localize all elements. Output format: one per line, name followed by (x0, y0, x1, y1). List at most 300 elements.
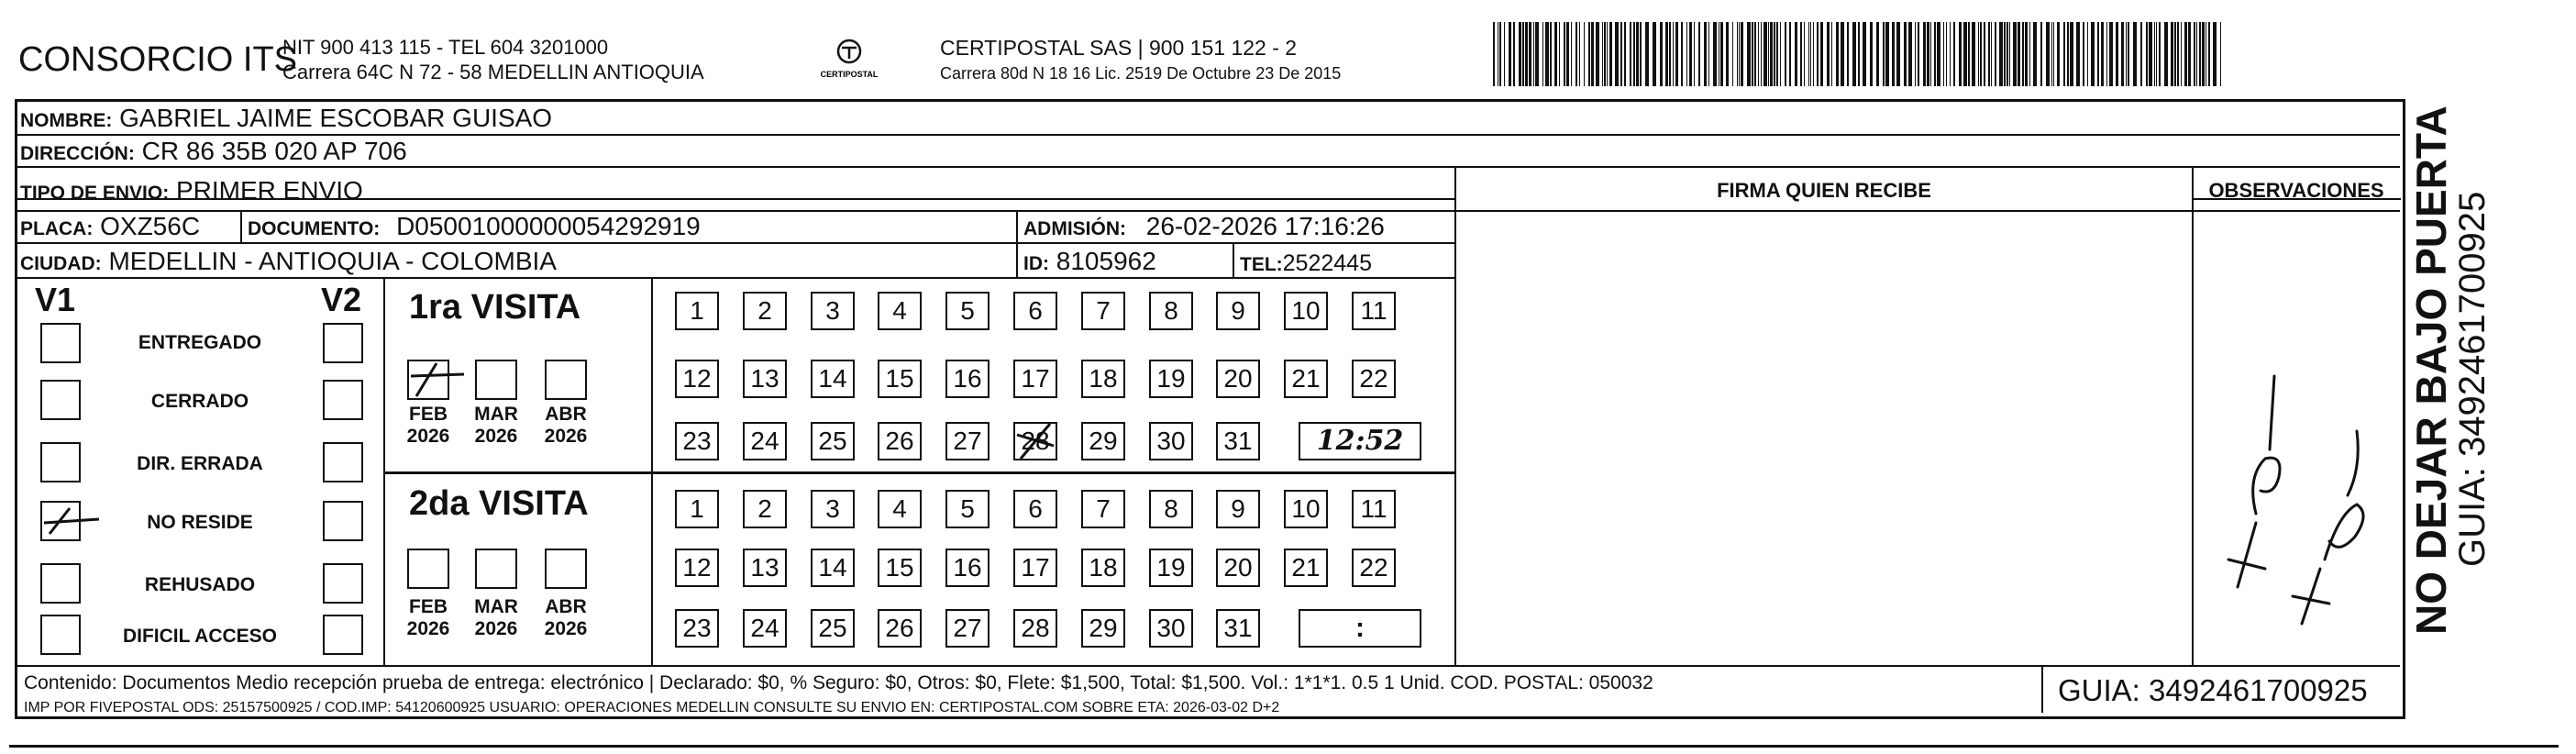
barcode-bar (1785, 22, 1786, 86)
barcode-bar (1689, 22, 1692, 86)
documento-row (248, 213, 701, 243)
barcode-bar (2181, 22, 2182, 86)
day-box[interactable]: 30 (1149, 422, 1193, 460)
row-divider (383, 471, 1454, 474)
barcode-bar (1953, 22, 1955, 86)
footer-guia: GUIA: 3492461700925 (2058, 673, 2368, 707)
barcode-bar (1978, 22, 1979, 86)
day-box[interactable]: 8 (1149, 292, 1193, 330)
day-box[interactable]: 27 (945, 609, 989, 648)
tipo-value: PRIMER ENVIO (175, 176, 363, 205)
barcode-bar (2051, 22, 2052, 86)
footer-contents: Contenido: Documentos Medio recepción prueba de entrega: electrónico | Declarado: $0, % Seguro: $0, Otros: $0, Flete: $1,500, Total: $1,500. Vol.: 1*1*1. 0.5 1 Unid. COD. POSTAL: 050032 (24, 672, 1653, 693)
day-box[interactable]: 2 (743, 292, 787, 330)
day-box[interactable]: 25 (811, 422, 855, 460)
barcode-bar (2213, 22, 2217, 86)
barcode-bar (1908, 22, 1912, 86)
barcode-bar (2184, 22, 2187, 86)
barcode-bar (1545, 22, 1549, 86)
barcode-bar (1708, 22, 1709, 86)
barcode-bar (1831, 22, 1832, 86)
barcode-bar (1529, 22, 1531, 86)
barcode-bar (1698, 22, 1700, 86)
barcode-bar (2199, 22, 2201, 86)
barcode-bar (2083, 22, 2084, 86)
barcode-bar (1968, 22, 1970, 86)
day-box[interactable]: 6 (1013, 490, 1057, 528)
day-box[interactable]: 8 (1149, 490, 1193, 528)
barcode-bar (2116, 22, 2118, 86)
admision-value: 26-02-2026 17:16:26 (1145, 212, 1385, 240)
day-box[interactable]: 12 (675, 360, 719, 398)
col-divider (240, 210, 242, 243)
status-label: CERRADO (150, 391, 249, 412)
barcode-bar (1763, 22, 1767, 86)
barcode-bar (2106, 22, 2107, 86)
barcode-bar (1665, 22, 1668, 86)
barcode-bar (1923, 22, 1926, 86)
barcode-bar (2126, 22, 2127, 86)
col-divider (2041, 665, 2043, 713)
barcode-bar (2202, 22, 2205, 86)
v1-checkbox[interactable] (40, 615, 81, 655)
ciudad-label: CIUDAD: (20, 253, 102, 274)
day-box[interactable]: 13 (743, 549, 787, 587)
day-box[interactable]: 4 (878, 490, 922, 528)
barcode-bar (1789, 22, 1791, 86)
barcode-bar (2174, 22, 2176, 86)
barcode-bar (1493, 22, 1495, 86)
day-box[interactable]: 22 (1352, 360, 1396, 398)
barcode-bar (1768, 22, 1769, 86)
day-box[interactable]: 21 (1284, 549, 1328, 587)
barcode-bar (1937, 22, 1940, 86)
barcode-bar (1934, 22, 1936, 86)
barcode-bar (1836, 22, 1839, 86)
barcode-bar (2029, 22, 2030, 86)
barcode (1493, 22, 2222, 86)
status-label: NO RESIDE (147, 512, 253, 533)
month-label (401, 596, 456, 640)
month-name: FEB (409, 596, 448, 617)
barcode-bar (1817, 22, 1819, 86)
status-label: DIFICIL ACCESO (122, 626, 277, 647)
day-box[interactable]: 3 (811, 490, 855, 528)
barcode-bar (2013, 22, 2017, 86)
barcode-bar (2063, 22, 2065, 86)
barcode-bar (2164, 22, 2168, 86)
page-bottom-line (9, 745, 2559, 748)
month-checkbox[interactable] (545, 360, 587, 400)
address-line: Carrera 64C N 72 - 58 MEDELLIN ANTIOQUIA (282, 61, 704, 83)
barcode-bar (1915, 22, 1916, 86)
barcode-bar (1522, 22, 1524, 86)
barcode-bar (1852, 22, 1856, 86)
ciudad-value: MEDELLIN - ANTIOQUIA - COLOMBIA (108, 247, 557, 275)
side-guia: GUIA: 3492461700925 (2452, 191, 2493, 567)
barcode-bar (1660, 22, 1663, 86)
barcode-bar (1918, 22, 1919, 86)
barcode-bar (1963, 22, 1967, 86)
day-box[interactable]: 28 (1013, 422, 1057, 460)
barcode-bar (1602, 22, 1603, 86)
barcode-bar (1841, 22, 1844, 86)
barcode-bar (1741, 22, 1743, 86)
day-box[interactable]: 17 (1013, 549, 1057, 587)
visit2-title: 2da VISITA (409, 484, 589, 523)
cert-line2: Carrera 80d N 18 16 Lic. 2519 De Octubre 23 De 2015 (940, 64, 1342, 83)
barcode-bar (1847, 22, 1849, 86)
barcode-bar (1720, 22, 1723, 86)
barcode-bar (1575, 22, 1577, 86)
time-box[interactable]: : (1299, 609, 1421, 648)
barcode-bar (1732, 22, 1733, 86)
barcode-bar (2091, 22, 2095, 86)
barcode-bar (1596, 22, 1599, 86)
barcode-bar (1504, 22, 1505, 86)
barcode-bar (2194, 22, 2195, 86)
barcode-bar (1694, 22, 1695, 86)
barcode-bar (1904, 22, 1907, 86)
barcode-bar (2057, 22, 2060, 86)
month-label (538, 596, 593, 640)
day-box[interactable]: 13 (743, 360, 787, 398)
barcode-bar (1776, 22, 1778, 86)
barcode-bar (1609, 22, 1612, 86)
barcode-bar (2053, 22, 2054, 86)
day-box[interactable]: 20 (1216, 549, 1260, 587)
barcode-bar (1810, 22, 1811, 86)
company-name: CONSORCIO ITS (18, 40, 298, 79)
barcode-bar (2004, 22, 2006, 86)
barcode-bar (2070, 22, 2073, 86)
day-box[interactable]: 28 (1013, 609, 1057, 648)
v2-checkbox[interactable] (323, 563, 363, 604)
barcode-bar (2040, 22, 2042, 86)
barcode-bar (1620, 22, 1622, 86)
barcode-bar (1984, 22, 1985, 86)
footer-imp: IMP POR FIVEPOSTAL ODS: 25157500925 / COD.IMP: 54120600925 USUARIO: OPERACIONES MEDELLIN CONSULTE SU ENVIO EN: CERTIPOSTAL.COM SOBRE ETA: 2026-03-02 D+2 (24, 700, 1280, 715)
day-box[interactable]: 10 (1284, 490, 1328, 528)
day-box[interactable]: 24 (743, 422, 787, 460)
month-name: ABR (545, 596, 587, 617)
barcode-bar (1813, 22, 1814, 86)
barcode-bar (2208, 22, 2210, 86)
barcode-bar (1645, 22, 1649, 86)
day-box[interactable]: 1 (675, 292, 719, 330)
day-box[interactable]: 23 (675, 609, 719, 648)
company-info (282, 35, 704, 84)
day-box[interactable]: 2 (743, 490, 787, 528)
month-checkbox[interactable] (475, 549, 517, 589)
tipo-row (20, 177, 363, 207)
day-box[interactable]: 4 (878, 292, 922, 330)
day-box[interactable]: 1 (675, 490, 719, 528)
id-label: ID: (1023, 253, 1049, 274)
barcode-bar (1726, 22, 1729, 86)
barcode-bar (1550, 22, 1552, 86)
nombre-value: GABRIEL JAIME ESCOBAR GUISAO (119, 104, 553, 132)
barcode-bar (2188, 22, 2191, 86)
day-box[interactable]: 21 (1284, 360, 1328, 398)
col-divider (651, 277, 653, 665)
v1-header: V1 (35, 281, 76, 318)
day-box[interactable]: 7 (1081, 490, 1125, 528)
day-box[interactable]: 22 (1352, 549, 1396, 587)
v1-checkbox[interactable] (40, 323, 81, 363)
month-label (469, 404, 524, 448)
barcode-bar (1995, 22, 1996, 86)
day-box[interactable]: 9 (1216, 490, 1260, 528)
tel-value: 2522445 (1282, 250, 1372, 276)
day-box[interactable]: 10 (1284, 292, 1328, 330)
day-box[interactable]: 19 (1149, 360, 1193, 398)
barcode-bar (2046, 22, 2050, 86)
v1-checkbox[interactable] (40, 501, 81, 541)
month-checkbox[interactable] (407, 549, 449, 589)
day-box[interactable]: 31 (1216, 609, 1260, 648)
barcode-bar (1883, 22, 1885, 86)
barcode-bar (1519, 22, 1521, 86)
barcode-bar (1943, 22, 1944, 86)
barcode-bar (2156, 22, 2157, 86)
cert-line1: CERTIPOSTAL SAS | 900 151 122 - 2 (940, 36, 1298, 60)
day-box[interactable]: 23 (675, 422, 719, 460)
barcode-bar (2022, 22, 2024, 86)
barcode-bar (1509, 22, 1511, 86)
v2-checkbox[interactable] (323, 442, 363, 482)
barcode-bar (1988, 22, 1990, 86)
direccion-row (20, 138, 407, 168)
status-label: ENTREGADO (138, 332, 262, 353)
barcode-bar (1754, 22, 1756, 86)
day-box[interactable]: 14 (811, 360, 855, 398)
barcode-bar (2097, 22, 2099, 86)
nombre-row (20, 105, 552, 135)
handwritten-note (2201, 294, 2394, 660)
barcode-bar (2149, 22, 2152, 86)
col-divider (1454, 166, 1456, 665)
barcode-bar (2159, 22, 2161, 86)
barcode-bar (1633, 22, 1635, 86)
barcode-bar (1630, 22, 1631, 86)
certipostal-info (940, 35, 1341, 86)
v1-checkbox[interactable] (40, 563, 81, 604)
day-box[interactable]: 12 (675, 549, 719, 587)
barcode-bar (1758, 22, 1759, 86)
placa-row (20, 213, 200, 243)
barcode-bar (2146, 22, 2148, 86)
day-box[interactable]: 24 (743, 609, 787, 648)
visit1-title: 1ra VISITA (409, 288, 581, 327)
documento-label: DOCUMENTO: (248, 218, 381, 239)
v1-checkbox[interactable] (40, 380, 81, 420)
month-checkbox[interactable] (475, 360, 517, 400)
barcode-bar (2007, 22, 2008, 86)
day-box[interactable]: 30 (1149, 609, 1193, 648)
barcode-bar (2018, 22, 2020, 86)
barcode-bar (1542, 22, 1543, 86)
barcode-bar (1686, 22, 1687, 86)
v2-checkbox[interactable] (323, 380, 363, 420)
barcode-bar (2154, 22, 2155, 86)
day-box[interactable]: 7 (1081, 292, 1125, 330)
barcode-bar (1870, 22, 1873, 86)
barcode-bar (2133, 22, 2137, 86)
barcode-bar (2067, 22, 2069, 86)
day-box[interactable]: 5 (945, 490, 989, 528)
month-year: 2026 (544, 426, 588, 447)
barcode-bar (1827, 22, 1830, 86)
day-box[interactable]: 11 (1352, 490, 1396, 528)
month-name: MAR (474, 596, 518, 617)
barcode-bar (1774, 22, 1775, 86)
day-box[interactable]: 15 (878, 360, 922, 398)
v2-checkbox[interactable] (323, 323, 363, 363)
day-box[interactable]: 26 (878, 422, 922, 460)
barcode-bar (2025, 22, 2028, 86)
barcode-bar (1885, 22, 1889, 86)
barcode-bar (1804, 22, 1805, 86)
barcode-bar (1946, 22, 1947, 86)
month-name: MAR (474, 404, 518, 425)
month-name: FEB (409, 404, 448, 425)
barcode-bar (1713, 22, 1717, 86)
barcode-bar (1525, 22, 1528, 86)
barcode-bar (1554, 22, 1557, 86)
barcode-bar (2033, 22, 2037, 86)
observaciones-header: OBSERVACIONES (2208, 179, 2384, 202)
month-checkbox[interactable] (407, 360, 449, 400)
month-checkbox[interactable] (545, 549, 587, 589)
day-box[interactable]: 29 (1081, 609, 1125, 648)
barcode-bar (1795, 22, 1797, 86)
month-label (469, 596, 524, 640)
day-box[interactable]: 16 (945, 549, 989, 587)
day-box[interactable]: 16 (945, 360, 989, 398)
barcode-bar (1681, 22, 1683, 86)
day-box[interactable]: 26 (878, 609, 922, 648)
barcode-bar (1636, 22, 1639, 86)
barcode-bar (2109, 22, 2113, 86)
barcode-bar (2087, 22, 2088, 86)
day-box[interactable]: 18 (1081, 360, 1125, 398)
barcode-bar (1591, 22, 1594, 86)
no-dejar-warning: NO DEJAR BAJO PUERTA (2407, 105, 2455, 635)
day-box[interactable]: 18 (1081, 549, 1125, 587)
barcode-bar (1607, 22, 1608, 86)
barcode-bar (1980, 22, 1982, 86)
barcode-bar (1584, 22, 1585, 86)
col-divider (1233, 242, 1234, 277)
barcode-bar (1999, 22, 2003, 86)
barcode-bar (1640, 22, 1642, 86)
day-box[interactable]: 15 (878, 549, 922, 587)
admision-label: ADMISIÓN: (1023, 218, 1126, 239)
id-value: 8105962 (1056, 247, 1156, 275)
month-name: ABR (545, 404, 587, 425)
day-box[interactable]: 25 (811, 609, 855, 648)
month-year: 2026 (474, 618, 518, 639)
day-box[interactable]: 31 (1216, 422, 1260, 460)
barcode-bar (2121, 22, 2124, 86)
tel-row (1240, 249, 1372, 279)
day-box[interactable]: 17 (1013, 360, 1057, 398)
barcode-bar (1566, 22, 1569, 86)
barcode-bar (1704, 22, 1707, 86)
barcode-bar (1737, 22, 1738, 86)
day-box[interactable]: 6 (1013, 292, 1057, 330)
v2-checkbox[interactable] (323, 501, 363, 541)
barcode-bar (2196, 22, 2197, 86)
nit-line: NIT 900 413 115 - TEL 604 3201000 (282, 36, 609, 59)
barcode-bar (1571, 22, 1572, 86)
barcode-bar (2076, 22, 2080, 86)
v1-checkbox[interactable] (40, 442, 81, 482)
month-year: 2026 (406, 426, 450, 447)
direccion-label: DIRECCIÓN: (20, 143, 135, 164)
day-box[interactable]: 5 (945, 292, 989, 330)
firma-header: FIRMA QUIEN RECIBE (1717, 179, 1931, 202)
barcode-bar (1752, 22, 1753, 86)
day-box[interactable]: 3 (811, 292, 855, 330)
day-box[interactable]: 19 (1149, 549, 1193, 587)
barcode-bar (1499, 22, 1501, 86)
barcode-bar (2171, 22, 2173, 86)
barcode-bar (1615, 22, 1619, 86)
barcode-bar (1858, 22, 1860, 86)
barcode-bar (1808, 22, 1809, 86)
day-box[interactable]: 14 (811, 549, 855, 587)
day-box[interactable]: 20 (1216, 360, 1260, 398)
placa-value: OXZ56C (100, 212, 201, 240)
barcode-bar (1533, 22, 1534, 86)
day-box[interactable]: 11 (1352, 292, 1396, 330)
barcode-bar (1747, 22, 1751, 86)
barcode-bar (1820, 22, 1823, 86)
v2-checkbox[interactable] (323, 615, 363, 655)
ciudad-row (20, 248, 557, 278)
month-label (538, 404, 593, 448)
barcode-bar (2220, 22, 2221, 86)
barcode-bar (2128, 22, 2129, 86)
month-year: 2026 (544, 618, 588, 639)
barcode-bar (1927, 22, 1929, 86)
barcode-bar (1604, 22, 1606, 86)
barcode-bar (1896, 22, 1900, 86)
barcode-bar (1564, 22, 1565, 86)
time-box[interactable]: 12:52 (1299, 422, 1421, 460)
col-divider (1016, 210, 1018, 278)
barcode-bar (1675, 22, 1678, 86)
month-year: 2026 (406, 618, 450, 639)
barcode-bar (1513, 22, 1515, 86)
barcode-bar (1669, 22, 1671, 86)
status-label: DIR. ERRADA (137, 453, 263, 474)
barcode-bar (1624, 22, 1626, 86)
certipostal-logo (814, 35, 884, 84)
day-box[interactable]: 29 (1081, 422, 1125, 460)
day-box[interactable]: 27 (945, 422, 989, 460)
barcode-bar (1653, 22, 1656, 86)
barcode-bar (1863, 22, 1866, 86)
v2-header: V2 (321, 281, 362, 318)
day-box[interactable]: 9 (1216, 292, 1260, 330)
barcode-bar (1876, 22, 1879, 86)
barcode-bar (1991, 22, 1992, 86)
month-label (401, 404, 456, 448)
barcode-bar (1959, 22, 1962, 86)
